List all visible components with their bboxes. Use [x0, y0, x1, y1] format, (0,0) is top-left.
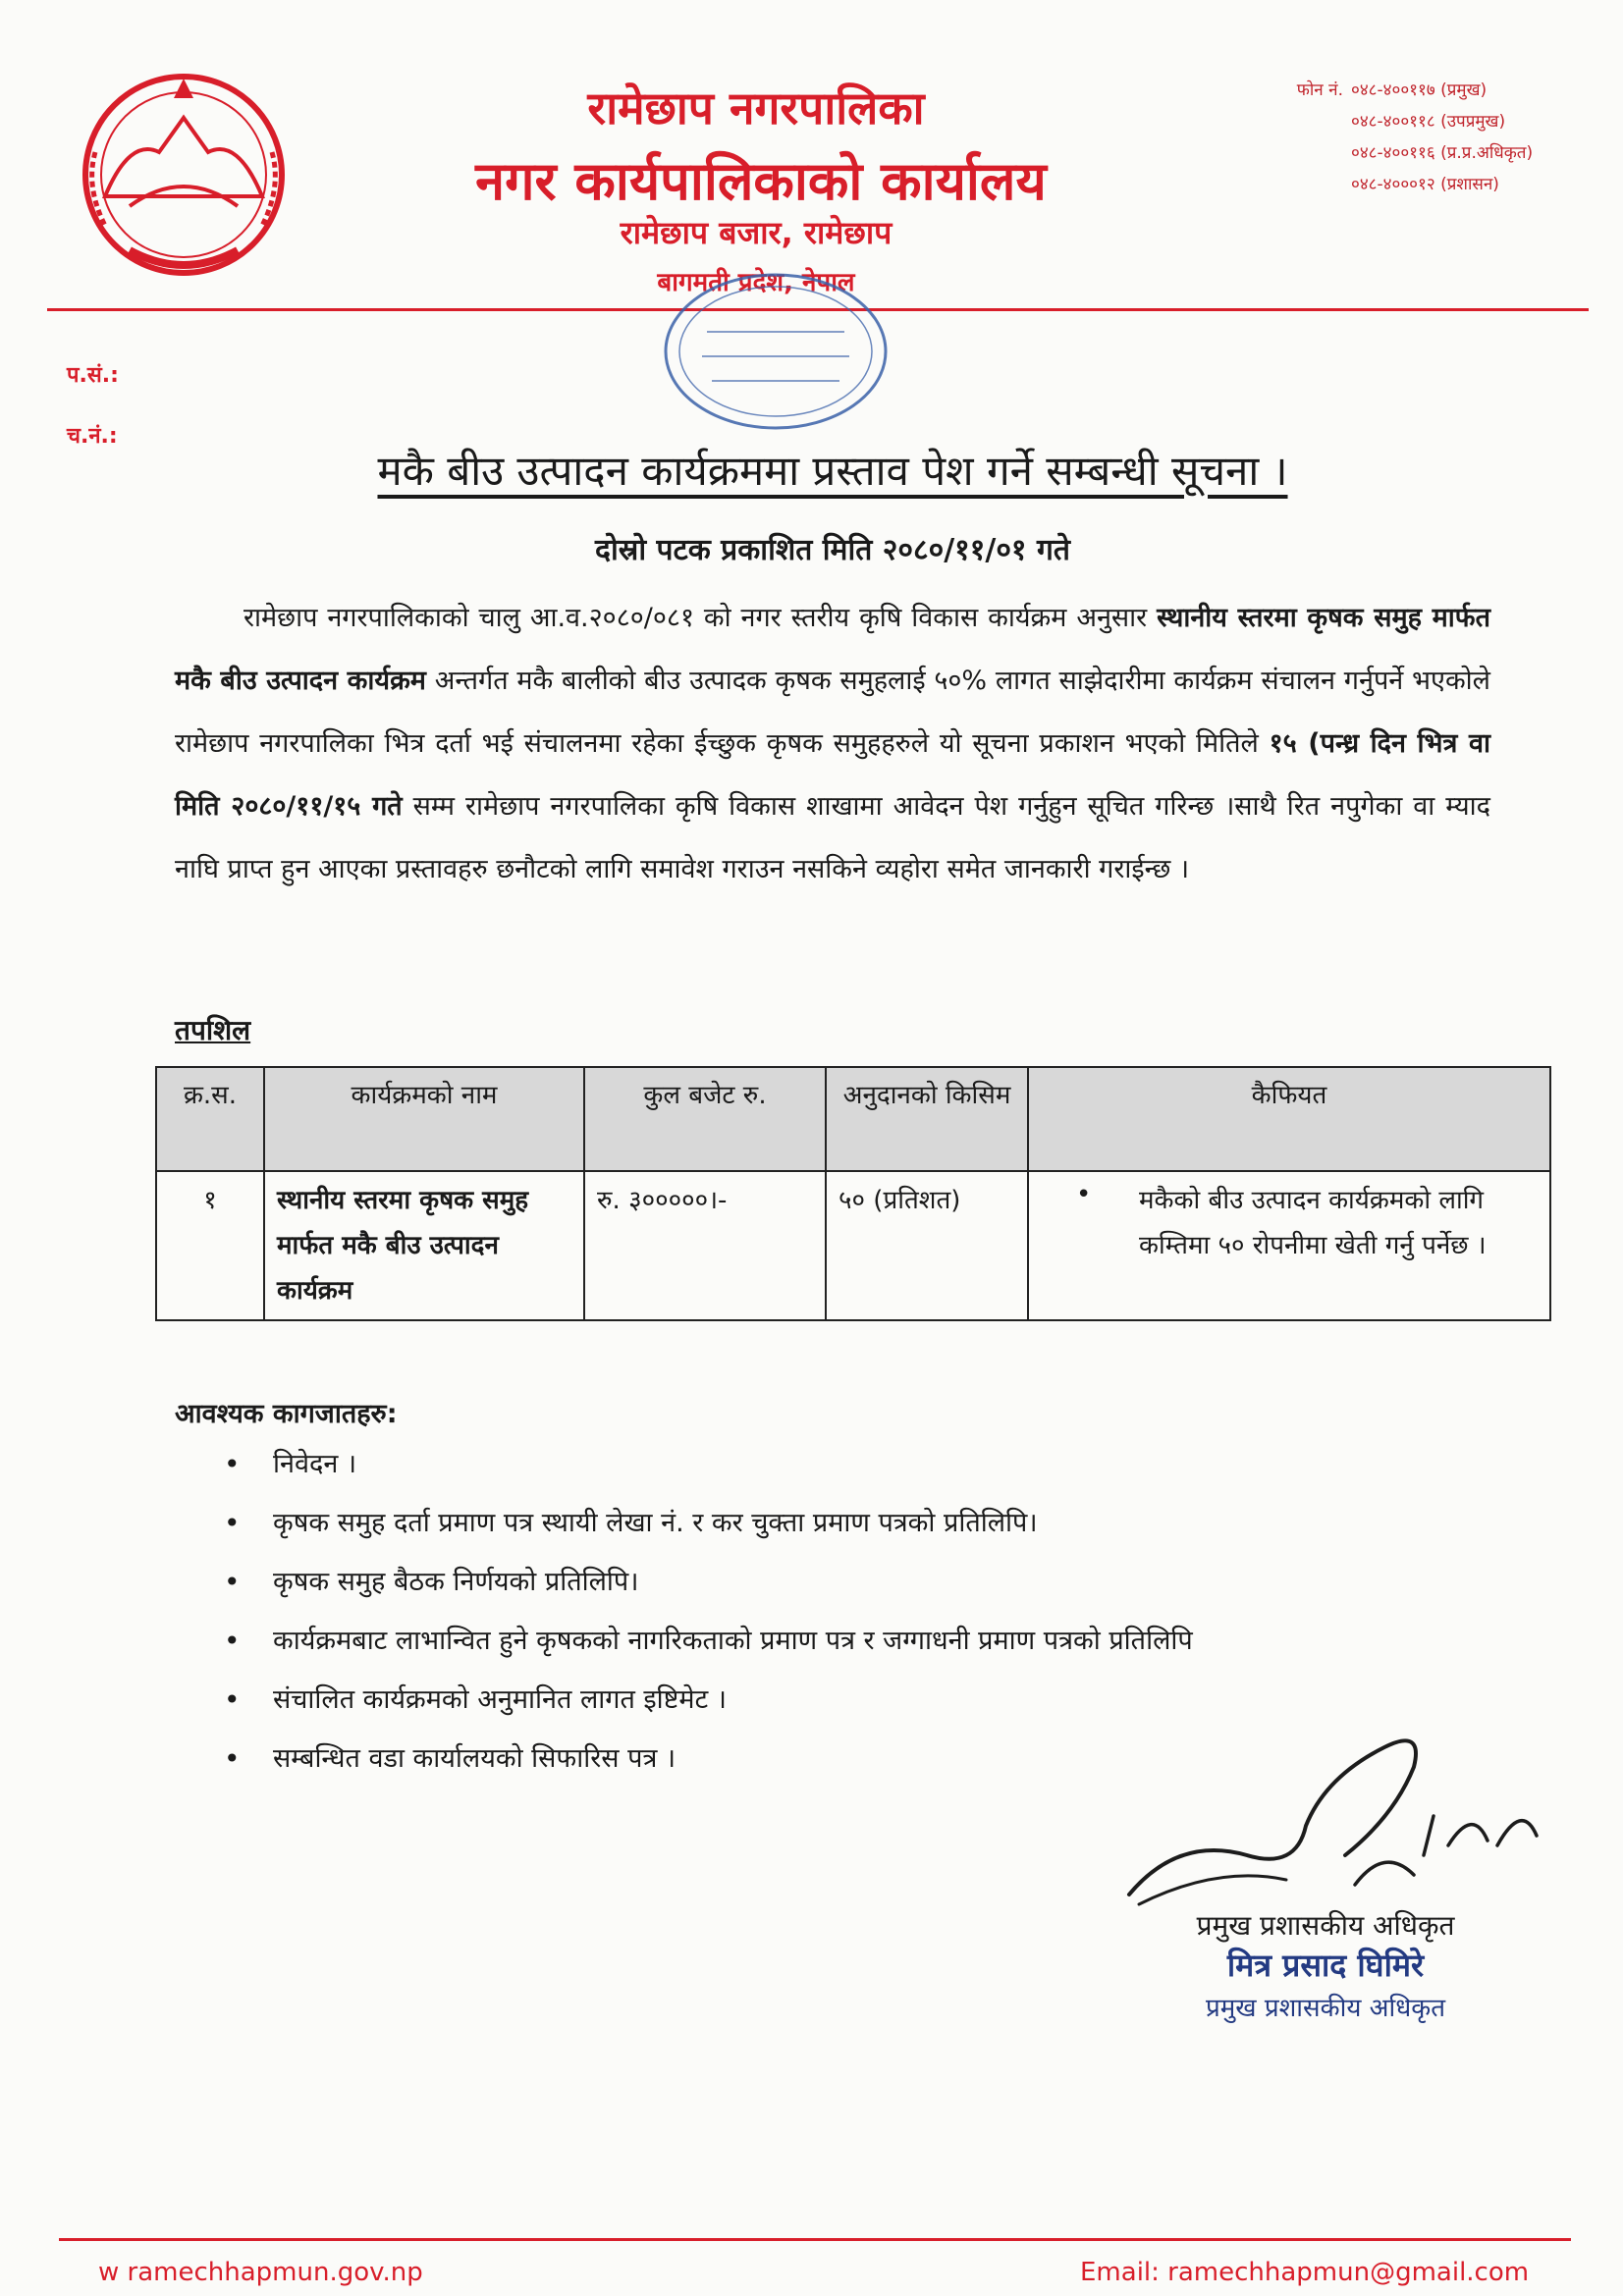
phone-label: फोन नं.	[1296, 80, 1343, 100]
cell-remarks: • मकैको बीउ उत्पादन कार्यक्रमको लागि कम्तिमा ५० रोपनीमा खेती गर्नु पर्नेछ ।	[1028, 1171, 1550, 1320]
phone-line: ०४८-४०००१२ (प्रशासन)	[1351, 175, 1499, 194]
footer-divider	[59, 2238, 1571, 2241]
phone-list	[1257, 75, 1591, 200]
col-program-name: कार्यक्रमको नाम	[264, 1067, 584, 1171]
required-documents-list	[196, 1435, 1193, 1789]
program-table	[155, 1066, 1551, 1321]
list-item: • कृषक समुह दर्ता प्रमाण पत्र स्थायी लेखा नं. र कर चुक्ता प्रमाण पत्रको प्रतिलिपि।	[196, 1494, 1193, 1553]
dispatch-number-label: च.नं.:	[67, 424, 118, 449]
list-item: • कृषक समुह बैठक निर्णयको प्रतिलिपि।	[196, 1553, 1193, 1612]
office-stamp	[628, 263, 913, 440]
phone-line: ०४८-४००११८ (उपप्रमुख)	[1351, 112, 1506, 132]
table-header-row	[156, 1067, 1550, 1171]
notice-paragraph: रामेछाप नगरपालिकाको चालु आ.व.२०८०/०८१ को नगर स्तरीय कृषि विकास कार्यक्रम अनुसार स्थानीय स्तरमा कृषक समुह मार्फत मकै बीउ उत्पादन कार्यक्रम अन्तर्गत मकै बालीको बीउ उत्पादक कृषक समुहलाई ५०% लागत साझेदारीमा कार्यक्रम संचालन गर्नुपर्ने भएकोले रामेछाप नगरपालिका भित्र दर्ता भई संचालनमा रहेका ईच्छुक कृषक समुहहरुले यो सूचना प्रकाशन भएको मितिले १५ (पन्ध्र दिन भित्र वा मिति २०८०/११/१५ गते सम्म रामेछाप नगरपालिका कृषि विकास शाखामा आवेदन पेश गर्नुहुन सूचित गरिन्छ ।साथै रित नपुगेका वा म्याद नाघि प्राप्त हुन आएका प्रस्तावहरु छनौटको लागि समावेश गराउन नसकिने व्यहोरा समेत जानकारी गराईन्छ ।	[175, 603, 1491, 884]
header-municipality: रामेछाप नगरपालिका	[587, 81, 925, 134]
header-address: रामेछाप बजार, रामेछाप	[620, 214, 893, 251]
header-province: बागमती प्रदेश, नेपाल	[657, 268, 855, 297]
phone-line: फोन नं. ०४८-४००११७ (प्रमुख)	[1257, 75, 1591, 106]
list-item: • सम्बन्धित वडा कार्यालयको सिफारिस पत्र ।	[196, 1730, 1193, 1789]
handwritten-signature	[1100, 1708, 1571, 1924]
list-item: • कार्यक्रमबाट लाभान्वित हुने कृषकको नागरिकताको प्रमाण पत्र र जग्गाधनी प्रमाण पत्रको प्रतिलिपि	[196, 1612, 1193, 1671]
notice-publication-date: दोस्रो पटक प्रकाशित मिति २०८०/११/०१ गते	[595, 533, 1070, 567]
required-documents-heading: आवश्यक कागजातहरु:	[175, 1399, 398, 1429]
signatory-title: प्रमुख प्रशासकीय अधिकृत	[1196, 1909, 1455, 1942]
nepal-government-emblem	[71, 59, 297, 285]
signatory-name: मित्र प्रसाद घिमिरे	[1226, 1947, 1425, 1984]
signatory-post: प्रमुख प्रशासकीय अधिकृत	[1205, 1994, 1446, 2023]
list-item: • संचालित कार्यक्रमको अनुमानित लागत इष्टिमेट ।	[196, 1671, 1193, 1730]
reference-number-label: प.सं.:	[67, 363, 119, 388]
footer-email: Email: ramechhapmun@gmail.com	[1080, 2258, 1530, 2287]
details-heading: तपशिल	[175, 1014, 251, 1046]
col-grant-type: अनुदानको किसिम	[826, 1067, 1028, 1171]
col-sn: क्र.स.	[156, 1067, 264, 1171]
cell-budget: रु. ३०००००।-	[584, 1171, 826, 1320]
col-remarks: कैफियत	[1028, 1067, 1550, 1171]
table-row	[156, 1171, 1550, 1320]
cell-grant-type: ५० (प्रतिशत)	[826, 1171, 1028, 1320]
cell-program-name: स्थानीय स्तरमा कृषक समुह मार्फत मकै बीउ उत्पादन कार्यक्रम	[264, 1171, 584, 1320]
notice-title: मकै बीउ उत्पादन कार्यक्रममा प्रस्ताव पेश गर्ने सम्बन्धी सूचना ।	[377, 447, 1288, 495]
col-total-budget: कुल बजेट रु.	[584, 1067, 826, 1171]
cell-sn: १	[156, 1171, 264, 1320]
list-item: • निवेदन ।	[196, 1435, 1193, 1494]
phone-line: ०४८-४००११६ (प्र.प्र.अधिकृत)	[1351, 143, 1534, 163]
notice-body	[175, 587, 1490, 901]
footer-website: w ramechhapmun.gov.np	[98, 2258, 423, 2287]
header-office: नगर कार्यपालिकाको कार्यालय	[475, 150, 1047, 212]
